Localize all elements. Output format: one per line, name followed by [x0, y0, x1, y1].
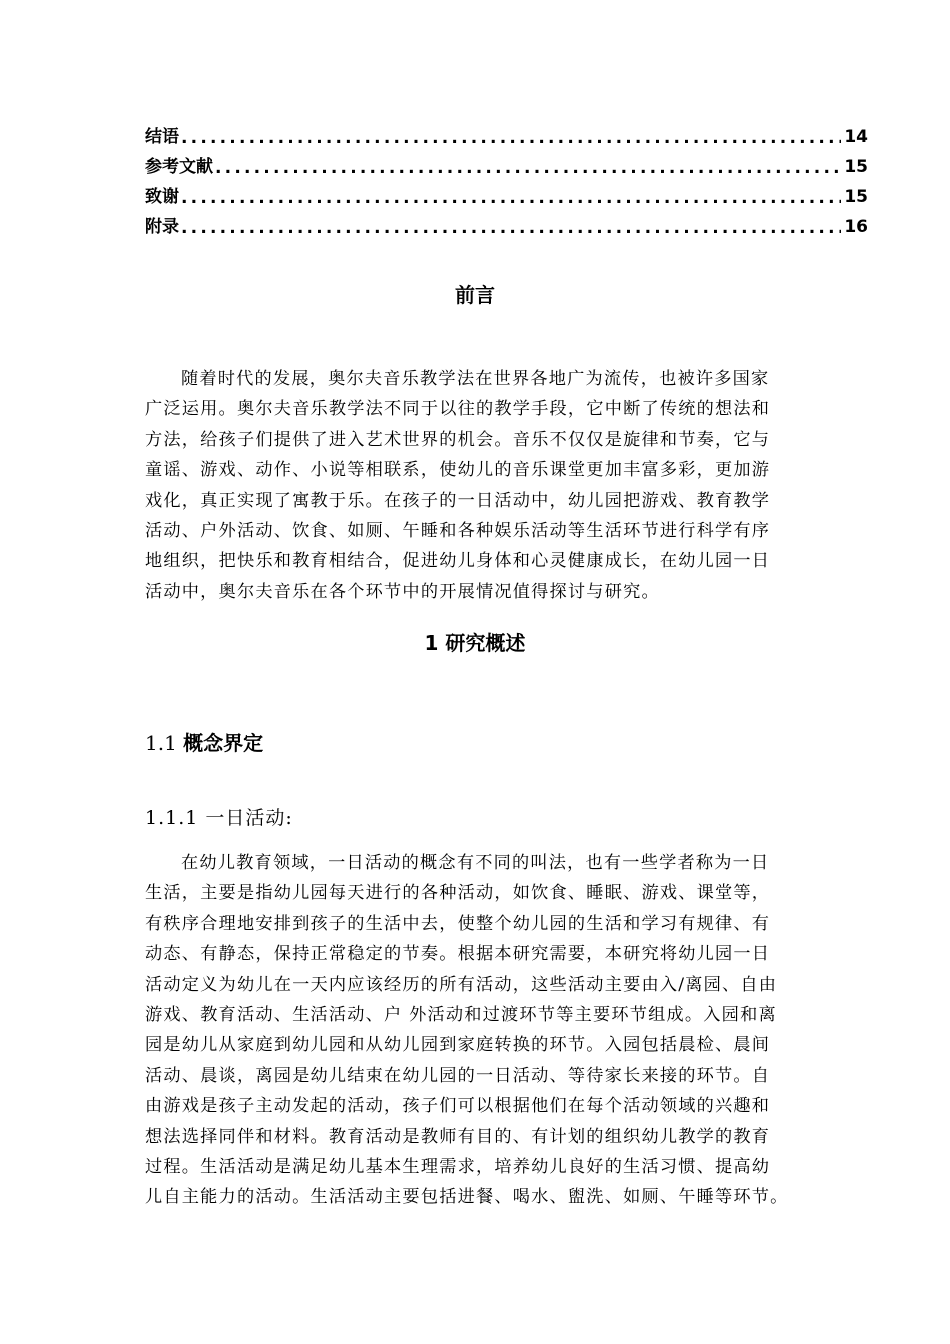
paragraph-line: 在幼儿教育领域，一日活动的概念有不同的叫法，也有一些学者称为一日 — [181, 853, 770, 873]
paragraph-line: 活动、户外活动、饮食、如厕、午睡和各种娱乐活动等生活环节进行科学有序 — [145, 520, 771, 541]
toc-entry[interactable] — [145, 147, 868, 177]
section-heading — [145, 727, 263, 756]
paragraph-line: 想法选择同伴和材料。教育活动是教师有目的、有计划的组织幼儿教学的教育 — [145, 1126, 771, 1147]
paragraph-line: 生活，主要是指幼儿园每天进行的各种活动，如饮食、睡眠、游戏、课堂等， — [145, 883, 771, 904]
paragraph-line: 过程。生活活动是满足幼儿基本生理需求，培养幼儿良好的生活习惯、提高幼 — [145, 1156, 771, 1177]
toc-entry-title: 附录 — [145, 217, 179, 237]
table-of-contents — [145, 117, 868, 237]
toc-entry[interactable] — [145, 207, 868, 237]
paragraph-line: 活动定义为幼儿在一天内应该经历的所有活动，这些活动主要由入/离园、自由 — [145, 974, 778, 995]
toc-entry-title: 参考文献 — [145, 157, 213, 177]
foreword-heading: 前言 — [455, 283, 495, 307]
paragraph-line: 方法，给孩子们提供了进入艺术世界的机会。音乐不仅仅是旋律和节奏，它与 — [145, 429, 771, 450]
paragraph-line: 戏化，真正实现了寓教于乐。在孩子的一日活动中，幼儿园把游戏、教育教学 — [145, 490, 771, 511]
body-paragraph — [145, 848, 825, 1213]
toc-entry-page: 16 — [844, 217, 868, 237]
paragraph-line: 儿自主能力的活动。生活活动主要包括进餐、喝水、盥洗、如厕、午睡等环节。 — [145, 1187, 789, 1208]
paragraph-line: 游戏、教育活动、生活活动、户 外活动和过渡环节等主要环节组成。入园和离 — [145, 1004, 777, 1025]
toc-entry-title: 致谢 — [145, 187, 179, 207]
toc-dot-leader — [181, 190, 841, 207]
paragraph-line: 有秩序合理地安排到孩子的生活中去，使整个幼儿园的生活和学习有规律、有 — [145, 913, 771, 934]
section-number: 1.1 — [145, 731, 184, 755]
paragraph-line: 由游戏是孩子主动发起的活动，孩子们可以根据他们在每个活动领域的兴趣和 — [145, 1096, 771, 1117]
toc-entry[interactable] — [145, 177, 868, 207]
toc-dot-leader — [215, 160, 841, 177]
chapter-heading: 1 研究概述 — [424, 631, 526, 655]
toc-entry-page: 14 — [844, 127, 868, 147]
toc-entry-title: 结语 — [145, 127, 179, 147]
paragraph-line: 地组织，把快乐和教育相结合，促进幼儿身体和心灵健康成长，在幼儿园一日 — [145, 551, 771, 572]
toc-dot-leader — [181, 220, 841, 237]
paragraph-line: 动态、有静态，保持正常稳定的节奏。根据本研究需要，本研究将幼儿园一日 — [145, 944, 771, 965]
toc-entry[interactable] — [145, 117, 868, 147]
subsection-heading: 1.1.1 一日活动: — [145, 807, 293, 829]
foreword-paragraph — [145, 364, 825, 607]
toc-entry-page: 15 — [844, 187, 868, 207]
paragraph-line: 随着时代的发展，奥尔夫音乐教学法在世界各地广为流传，也被许多国家 — [181, 369, 770, 389]
paragraph-line: 活动、晨谈，离园是幼儿结束在幼儿园的一日活动、等待家长来接的环节。自 — [145, 1065, 771, 1086]
toc-dot-leader — [181, 130, 841, 147]
toc-entry-page: 15 — [844, 157, 868, 177]
paragraph-line: 活动中，奥尔夫音乐在各个环节中的开展情况值得探讨与研究。 — [145, 581, 660, 602]
paragraph-line: 园是幼儿从家庭到幼儿园和从幼儿园到家庭转换的环节。入园包括晨检、晨间 — [145, 1035, 771, 1056]
paragraph-line: 童谣、游戏、动作、小说等相联系，使幼儿的音乐课堂更加丰富多彩，更加游 — [145, 460, 771, 481]
paragraph-line: 广泛运用。奥尔夫音乐教学法不同于以往的教学手段，它中断了传统的想法和 — [145, 399, 771, 420]
section-title: 概念界定 — [183, 731, 264, 755]
